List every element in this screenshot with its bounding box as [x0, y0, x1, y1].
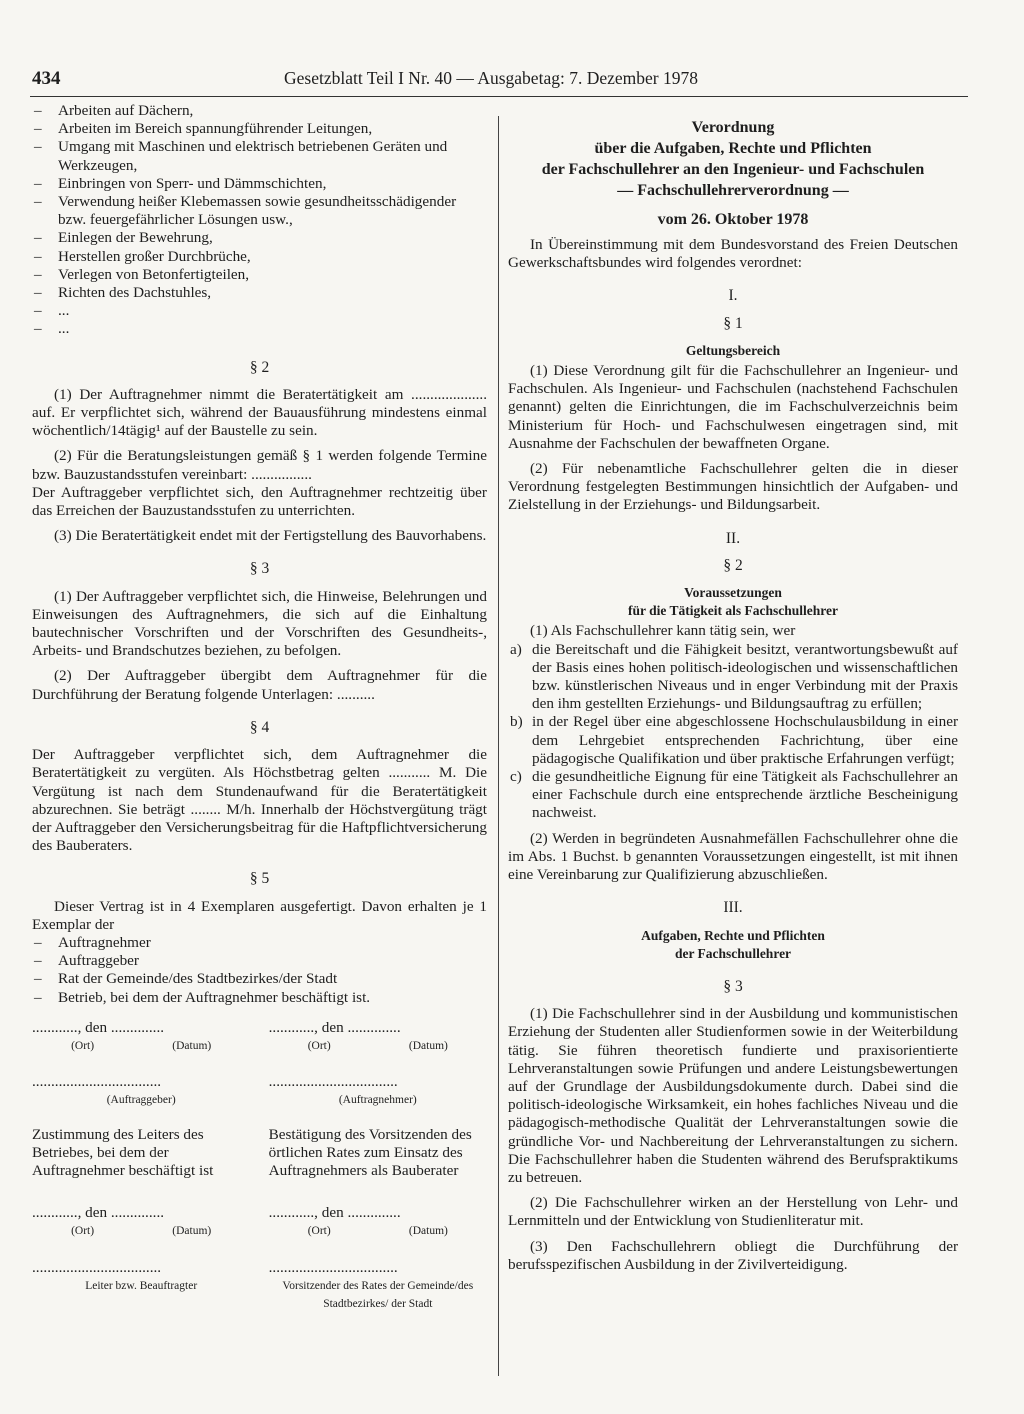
page-header — [30, 66, 968, 97]
list-item: – Umgang mit Maschinen und elektrisch betriebenen Geräten und Werkzeugen, — [32, 138, 487, 174]
intro-paragraph: In Übereinstimmung mit dem Bundesvorstand des Freien Deutschen Gewerkschaftsbundes wird folgendes verordnet: — [508, 236, 958, 272]
list-item — [508, 713, 958, 768]
s2-paragraph-3: (3) Die Beratertätigkeit endet mit der Fertigstellung des Bauvorhabens. — [54, 527, 487, 545]
s3-paragraph-1: (1) Der Auftraggeber verpflichtet sich, die Hinweise, Belehrungen und Einweisungen des Auftragnehmers, die sich auf die Einhaltung bautechnischer Vorschriften und der Vorschriften des Gesundheits-, Arbeits- und Brandschutzes beziehen, zu befolgen. — [32, 587, 487, 660]
title-line: über die Aufgaben, Rechte und Pflichten — [594, 140, 872, 157]
left-column — [32, 102, 487, 1313]
ort-label: (Ort) — [71, 1039, 95, 1052]
list-item: – Arbeiten im Bereich spannungführender Leitungen, — [32, 120, 487, 138]
s5-paragraph: Dieser Vertrag ist in 4 Exemplaren ausgefertigt. Davon erhalten je 1 Exemplar der — [32, 897, 487, 933]
column-divider — [498, 116, 499, 1376]
list-item: – Arbeiten auf Dächern, — [32, 102, 487, 120]
signature-line: .................................. — [32, 1258, 162, 1276]
section-2-heading: § 2 — [249, 358, 270, 376]
s2-paragraph-2: (2) Für die Beratungsleistungen gemäß § 1 werden folgende Termine bzw. Bauzustandsstufen vereinbart: ................ — [32, 447, 487, 483]
list-item: – ... — [32, 302, 487, 320]
list-item: – Verwendung heißer Klebemassen sowie gesundheitsschädigender bzw. feuergefährlicher Lösungen usw., — [32, 193, 487, 229]
ort-label: (Ort) — [307, 1039, 331, 1052]
ordinance-title — [508, 117, 958, 201]
title-line: — Fachschullehrerverordnung — — [617, 182, 849, 199]
signature-line: .................................. — [268, 1258, 398, 1276]
s2-paragraph-2: (2) Werden in begründeten Ausnahmefällen Fachschullehrer ohne die im Abs. 1 Buchst. b genannten Voraussetzungen eingestellt, ist mit ihnen eine Vereinbarung zur Qualifizierung abzuschließen. — [508, 829, 958, 884]
header-title: Gesetzblatt Teil I Nr. 40 — Ausgabetag: 7. Dezember 1978 — [284, 68, 698, 88]
zustimmung-text: Zustimmung des Leiters des Betriebes, bei dem der Auftragnehmer beschäftigt ist — [32, 1125, 214, 1179]
s3-paragraph-1: (1) Die Fachschullehrer sind in der Ausbildung und kommunistischen Erziehung der Studenten aller Studienformen sowie in der Weiterbildung tätig. Sie führen theoretisch fundierte und praxisorientierte Lehrveranstaltungen sowie Prüfungen und andere Leistungsbewertungen auf der Grundlage der Ausbildungsdokumente durch. Dabei sind die politisch-ideologische Wirksamkeit, ein hohes fachliches Niveau und die pädagogisch-methodische Qualität der Lehrveranstaltungen sowie die gründliche Vor- und Nachbereitung der Lehrveranstaltungen zu sichern. Die Fachschullehrer haben die Studenten während des Berufspraktikums zu betreuen. — [508, 1005, 958, 1186]
s1-paragraph-2: (2) Für nebenamtliche Fachschullehrer gelten die in dieser Verordnung festgelegten Bestimmungen hinsichtlich der Aufgaben- und Zielstellung in der Erziehungs- und Bildungsarbeit. — [508, 460, 958, 514]
section-1-heading: § 1 — [723, 314, 743, 332]
list-item: – Auftragnehmer — [32, 934, 487, 952]
list-item: – Auftraggeber — [32, 952, 487, 970]
requirements-list — [508, 641, 958, 823]
part-3-heading: III. — [723, 899, 743, 917]
section-4-heading: § 4 — [249, 718, 270, 736]
auftragnehmer-label: (Auftragnehmer) — [338, 1094, 417, 1107]
ordinance-date: vom 26. Oktober 1978 — [657, 211, 809, 228]
list-item: – Rat der Gemeinde/des Stadtbezirkes/der Stadt — [32, 970, 487, 988]
page-number: 434 — [32, 68, 61, 89]
list-item — [508, 641, 958, 714]
ort-label: (Ort) — [307, 1225, 331, 1238]
list-item: – Einlegen der Bewehrung, — [32, 229, 487, 247]
list-item: – Herstellen großer Durchbrüche, — [32, 248, 487, 266]
section-5-heading: § 5 — [249, 870, 270, 888]
item-text: in der Regel über eine abgeschlossene Hochschulausbildung in einer dem Lehrgebiet entsprechenden Fachrichtung, über eine pädagogische Qualifikation und über praktische Erfahrungen verfügt; — [532, 713, 958, 767]
part-3-subtitle: der Fachschullehrer — [674, 945, 792, 961]
item-text: die gesundheitliche Eignung für eine Tätigkeit als Fachschullehrer an einer Fachschule durch eine entsprechende ärztliche Bescheinigung nachweist. — [532, 768, 958, 822]
title-line: der Fachschullehrer an den Ingenieur- und Fachschulen — [541, 161, 925, 178]
list-item: – Betrieb, bei dem der Auftragnehmer beschäftigt ist. — [32, 989, 487, 1007]
s3-paragraph-2: (2) Der Auftraggeber übergibt dem Auftragnehmer für die Durchführung der Beratung folgende Unterlagen: .......... — [32, 667, 487, 703]
section-3-heading: § 3 — [249, 560, 270, 578]
datum-label: (Datum) — [172, 1225, 212, 1238]
section-2-title: Voraussetzungen — [684, 585, 782, 601]
s4-paragraph: Der Auftraggeber verpflichtet sich, dem Auftragnehmer die Beratertätigkeit zu vergüten. Als Höchstbetrag gelten ........... M. Die Vergütung ist nach dem Stundenaufwand für die Beratertätigkeit abzurechnen. Sie beträgt ........ M/h. Innerhalb der Höchstvergütung trägt der Auftraggeber den Versicherungsbeitrag für die Haftpflichtversicherung des Bauberaters. — [32, 746, 487, 855]
right-column — [508, 117, 958, 1274]
item-text: die Bereitschaft und die Fähigkeit besitzt, verantwortungsbewußt auf der Basis eines hohen politisch-ideologischen und wissenschaftlichen bzw. künstlerischen Niveaus und in enger Verbindung mit der Praxis den ihm gestellten Erziehungs- und Bildungsauftrag zu erfüllen; — [532, 640, 958, 713]
s2-paragraph-2b: Der Auftraggeber verpflichtet sich, den Auftragnehmer rechtzeitig über das Erreichen der Bauzustandsstufen zu unterrichten. — [32, 483, 487, 520]
section-3-heading: § 3 — [723, 977, 743, 995]
list-item: – Richten des Dachstuhles, — [32, 284, 487, 302]
list-item: – Verlegen von Betonfertigteilen, — [32, 266, 487, 284]
copies-list — [32, 934, 487, 1007]
part-2-heading: II. — [725, 529, 741, 547]
datum-label: (Datum) — [172, 1039, 212, 1052]
signature-line: .................................. — [32, 1073, 162, 1091]
list-item: – ... — [32, 320, 487, 338]
item-label: c) — [510, 768, 522, 786]
bestaetigung-text: Bestätigung des Vorsitzenden des örtlichen Rates zum Einsatz des Auftragnehmers als Bauberater — [268, 1125, 472, 1179]
signature-line: .................................. — [268, 1073, 398, 1091]
item-label: b) — [510, 713, 523, 731]
signature-block — [32, 1019, 487, 1313]
part-1-heading: I. — [728, 287, 738, 305]
s2-paragraph-1: (1) Als Fachschullehrer kann tätig sein, wer — [530, 622, 796, 640]
vorsitzender-label: Vorsitzender des Rates der Gemeinde/des Stadtbezirkes/ der Stadt — [282, 1279, 474, 1310]
s2-paragraph-1: (1) Der Auftragnehmer nimmt die Beratertätigkeit am .................... auf. Er verpflichtet sich, während der Bauausführung mindestens einmal wöchentlich/14tägig¹ auf der Baustelle zu sein. — [32, 385, 487, 440]
title-line: Verordnung — [691, 119, 775, 136]
work-list — [32, 102, 487, 339]
section-2-heading: § 2 — [723, 556, 743, 574]
section-2-subtitle: für die Tätigkeit als Fachschullehrer — [627, 603, 838, 619]
section-1-title: Geltungsbereich — [685, 342, 781, 358]
place-date-line: ............, den .............. — [268, 1018, 401, 1036]
place-date-line: ............, den .............. — [32, 1018, 165, 1036]
part-3-title: Aufgaben, Rechte und Pflichten — [641, 927, 825, 943]
s1-paragraph-1: (1) Diese Verordnung gilt für die Fachschullehrer an Ingenieur- und Fachschulen. Als Ingenieur- und Fachschulen (nachstehend Fachschulen genannt) gelten die Einrichtungen, die im Fachschulverzeichnis beim Ministerium für Hoch- und Fachschulwesen eingetragen sind, mit Ausnahme der Fachschulen der bewaffneten Organe. — [508, 362, 958, 452]
auftraggeber-label: (Auftraggeber) — [106, 1094, 176, 1107]
place-date-line: ............, den .............. — [32, 1204, 165, 1222]
leiter-label: Leiter bzw. Beauftragter — [85, 1279, 198, 1292]
place-date-line: ............, den .............. — [268, 1204, 401, 1222]
datum-label: (Datum) — [408, 1039, 448, 1052]
list-item — [508, 768, 958, 823]
datum-label: (Datum) — [408, 1225, 448, 1238]
s3-paragraph-3: (3) Den Fachschullehrern obliegt die Durchführung der berufsspezifischen Ausbildung in der Zivilverteidigung. — [508, 1237, 958, 1273]
ort-label: (Ort) — [71, 1225, 95, 1238]
s3-paragraph-2: (2) Die Fachschullehrer wirken an der Herstellung von Lehr- und Lernmitteln und der Entwicklung von Studienliteratur mit. — [508, 1194, 958, 1230]
item-label: a) — [510, 640, 522, 658]
list-item: – Einbringen von Sperr- und Dämmschichten, — [32, 175, 487, 193]
